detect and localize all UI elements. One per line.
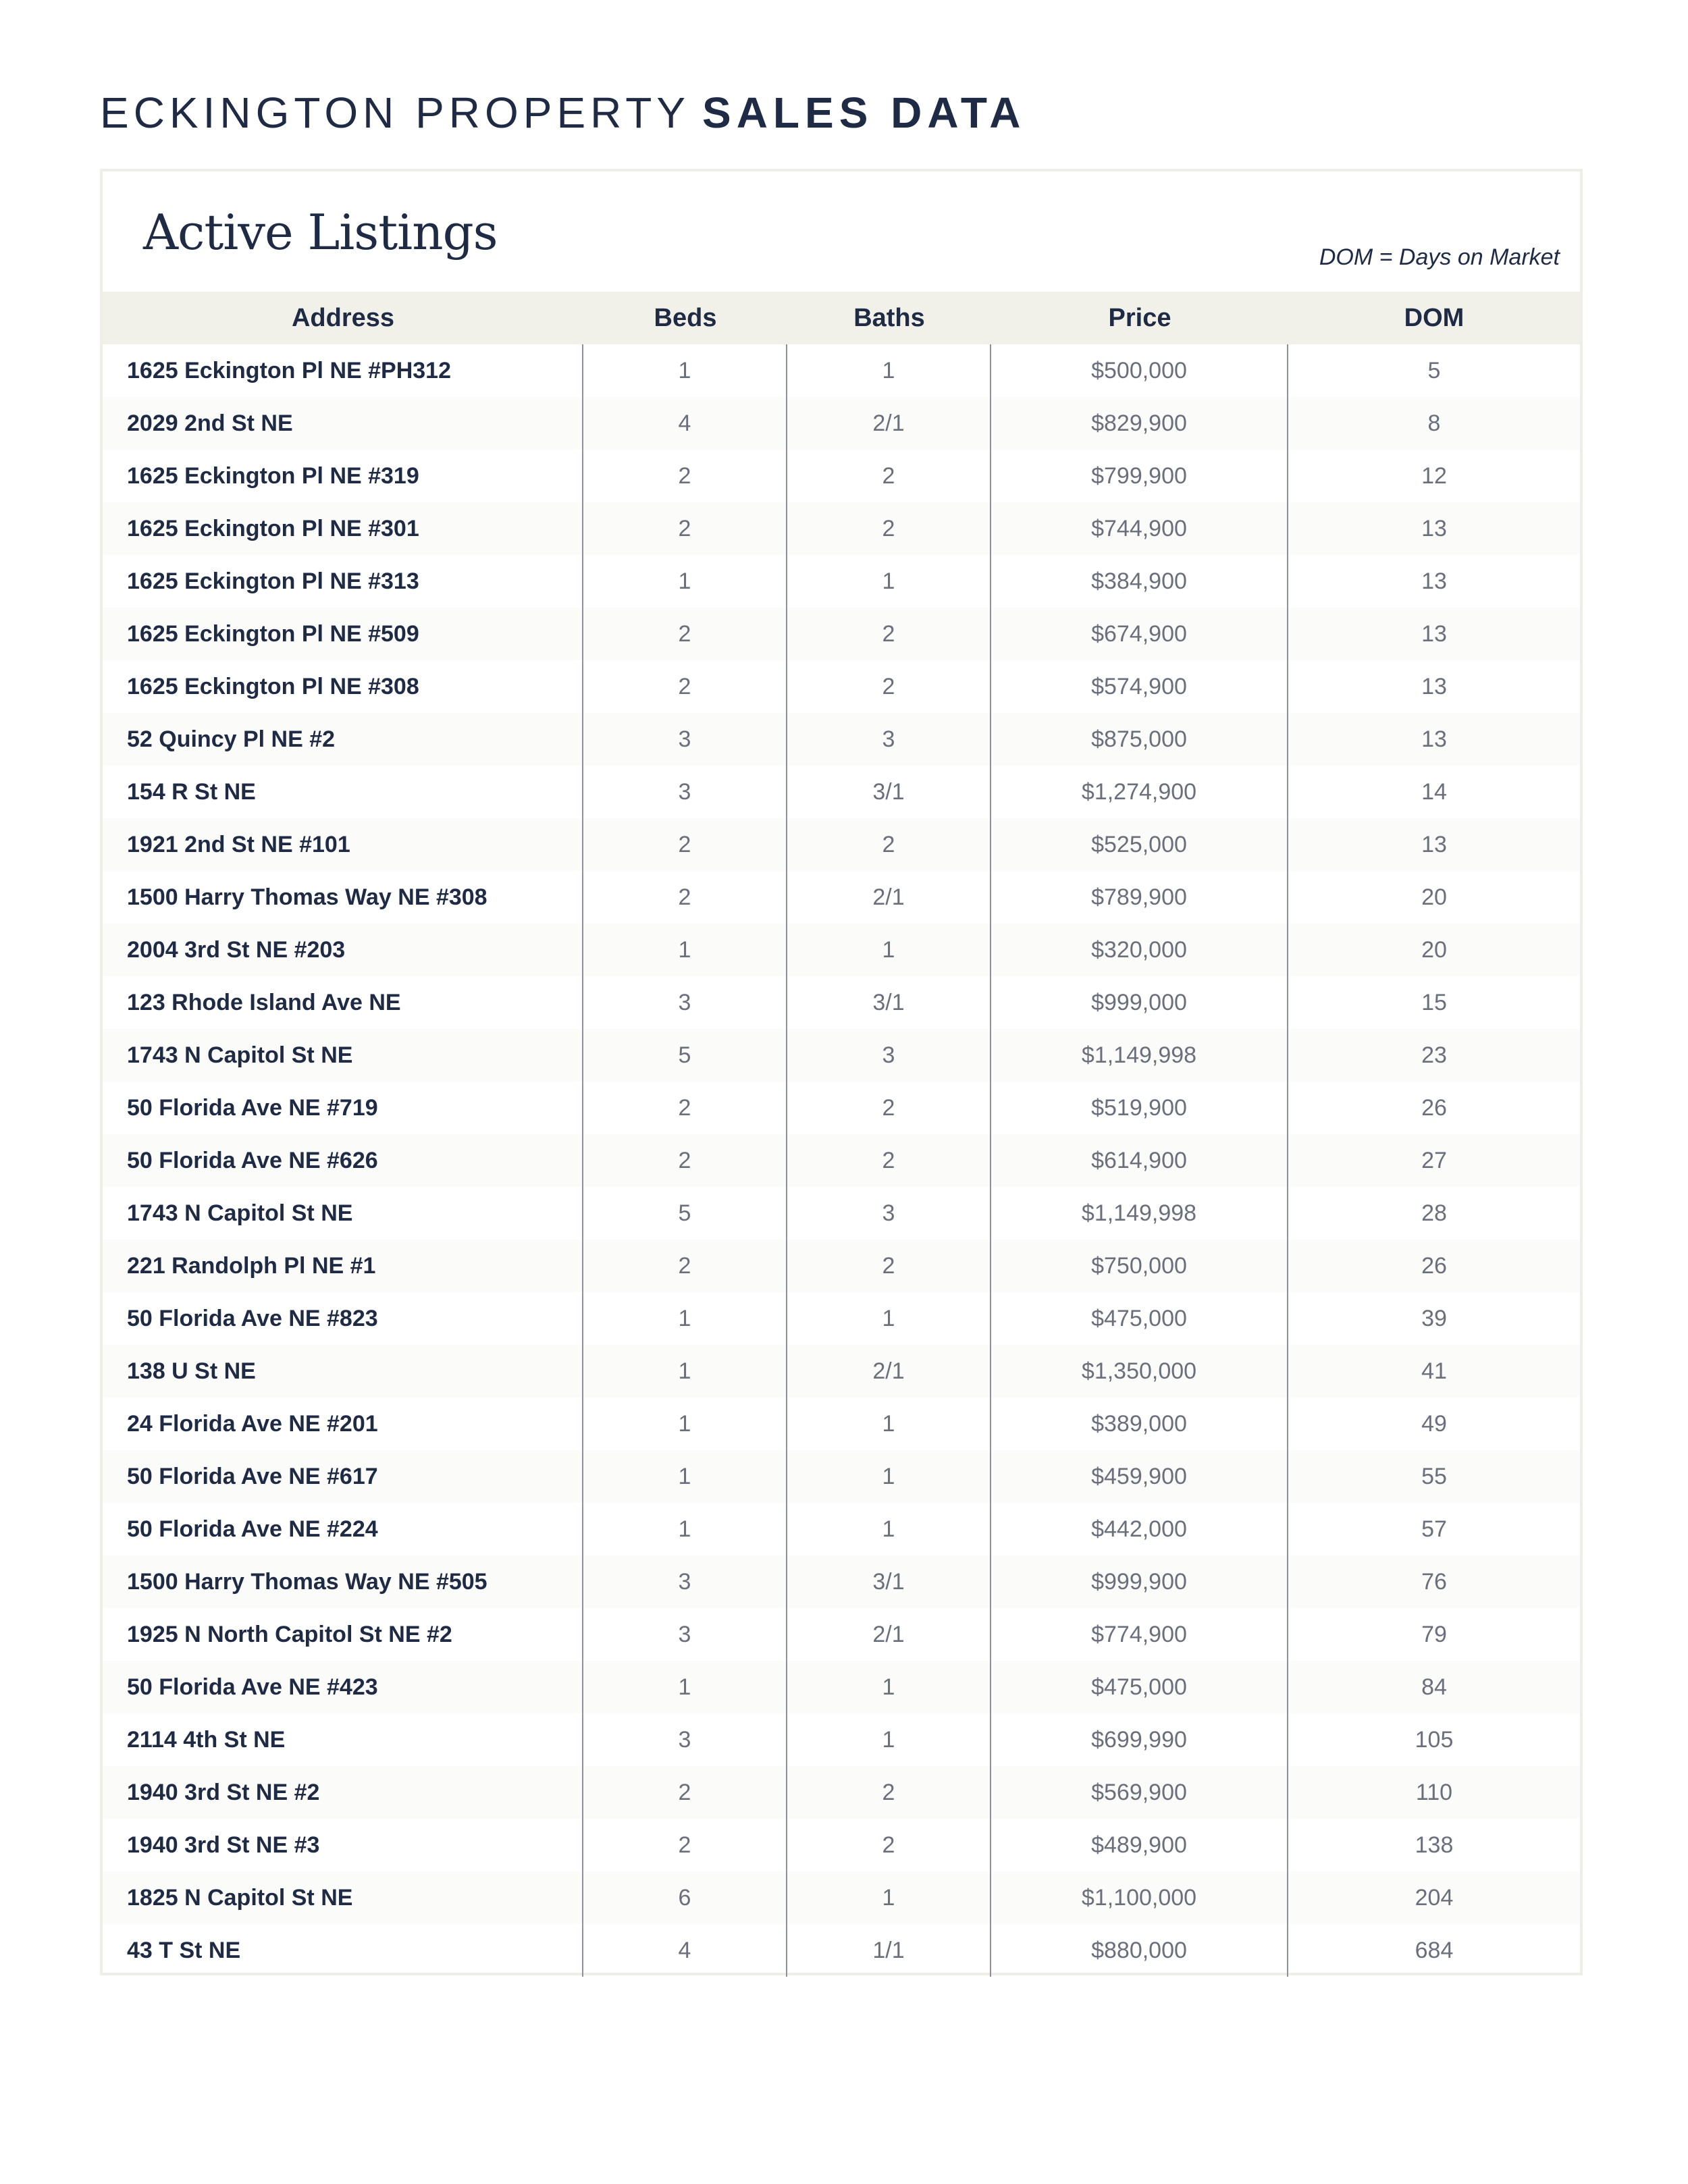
table-row [103, 1397, 1580, 1450]
cell-address: 2114 4th St NE [103, 1713, 583, 1766]
cell-address: 1625 Eckington Pl NE #509 [103, 608, 583, 660]
cell-dom: 15 [1421, 990, 1447, 1015]
cell-address: 50 Florida Ave NE #719 [103, 1082, 583, 1134]
cell-price: $750,000 [991, 1240, 1288, 1292]
table-row [103, 818, 1580, 871]
cell-price: $569,900 [991, 1766, 1288, 1819]
cell-baths: 2 [787, 450, 991, 502]
cell-dom: 684 [1415, 1938, 1454, 1963]
cell-dom: 105 [1415, 1727, 1454, 1753]
cell-beds: 1 [583, 344, 787, 397]
cell-address: 1625 Eckington Pl NE #301 [103, 502, 583, 555]
column-header-price: Price [1108, 303, 1171, 332]
cell-beds: 2 [583, 660, 787, 713]
cell-price: $320,000 [991, 924, 1288, 976]
cell-baths: 3/1 [787, 976, 991, 1029]
cell-address: 1925 N North Capitol St NE #2 [103, 1608, 583, 1661]
cell-dom: 13 [1421, 568, 1447, 594]
cell-baths: 1 [787, 1713, 991, 1766]
page-heading-bold: SALES DATA [702, 88, 1026, 137]
cell-address: 1625 Eckington Pl NE #313 [103, 555, 583, 608]
table-row [103, 1871, 1580, 1924]
cell-beds: 2 [583, 1240, 787, 1292]
cell-beds: 3 [583, 1555, 787, 1608]
cell-price: $999,900 [991, 1555, 1288, 1608]
table-row [103, 660, 1580, 713]
cell-price: $999,000 [991, 976, 1288, 1029]
cell-baths: 2 [787, 1819, 991, 1871]
cell-dom: 55 [1421, 1464, 1447, 1489]
cell-dom: 41 [1421, 1358, 1447, 1384]
table-row [103, 450, 1580, 502]
cell-price: $489,900 [991, 1819, 1288, 1871]
cell-address: 50 Florida Ave NE #626 [103, 1134, 583, 1187]
cell-price: $459,900 [991, 1450, 1288, 1503]
cell-beds: 3 [583, 766, 787, 818]
cell-address: 2004 3rd St NE #203 [103, 924, 583, 976]
cell-dom: 84 [1421, 1674, 1447, 1700]
table-row [103, 1924, 1580, 1977]
cell-beds: 1 [583, 1661, 787, 1713]
cell-address: 1500 Harry Thomas Way NE #308 [103, 871, 583, 924]
cell-price: $1,274,900 [991, 766, 1288, 818]
cell-address: 1825 N Capitol St NE [103, 1871, 583, 1924]
cell-beds: 3 [583, 713, 787, 766]
cell-beds: 1 [583, 1397, 787, 1450]
cell-dom: 20 [1421, 884, 1447, 910]
cell-price: $1,149,998 [991, 1187, 1288, 1240]
cell-address: 1921 2nd St NE #101 [103, 818, 583, 871]
cell-address: 1625 Eckington Pl NE #PH312 [103, 344, 583, 397]
table-row [103, 871, 1580, 924]
cell-beds: 2 [583, 1082, 787, 1134]
table-row [103, 1713, 1580, 1766]
listings-table [103, 292, 1580, 1977]
cell-dom: 79 [1421, 1622, 1447, 1647]
cell-price: $614,900 [991, 1134, 1288, 1187]
cell-price: $500,000 [991, 344, 1288, 397]
cell-price: $774,900 [991, 1608, 1288, 1661]
listings-panel [100, 169, 1583, 1975]
cell-dom: 8 [1427, 410, 1441, 436]
column-header-beds: Beds [654, 303, 717, 332]
cell-baths: 3 [787, 713, 991, 766]
cell-address: 50 Florida Ave NE #823 [103, 1292, 583, 1345]
cell-address: 1743 N Capitol St NE [103, 1187, 583, 1240]
cell-baths: 2 [787, 608, 991, 660]
cell-baths: 2/1 [787, 871, 991, 924]
cell-beds: 3 [583, 1608, 787, 1661]
cell-dom: 110 [1415, 1780, 1453, 1805]
cell-baths: 1 [787, 1397, 991, 1450]
cell-beds: 2 [583, 818, 787, 871]
cell-beds: 2 [583, 1134, 787, 1187]
table-row [103, 1187, 1580, 1240]
cell-address: 154 R St NE [103, 766, 583, 818]
cell-beds: 4 [583, 397, 787, 450]
cell-address: 1940 3rd St NE #2 [103, 1766, 583, 1819]
cell-dom: 23 [1421, 1042, 1447, 1068]
cell-baths: 1 [787, 1503, 991, 1555]
cell-price: $1,149,998 [991, 1029, 1288, 1082]
cell-dom: 13 [1421, 516, 1447, 541]
cell-price: $519,900 [991, 1082, 1288, 1134]
cell-address: 43 T St NE [103, 1924, 583, 1977]
cell-price: $389,000 [991, 1397, 1288, 1450]
cell-baths: 3/1 [787, 766, 991, 818]
cell-price: $875,000 [991, 713, 1288, 766]
cell-address: 50 Florida Ave NE #617 [103, 1450, 583, 1503]
table-row [103, 1134, 1580, 1187]
cell-baths: 1 [787, 555, 991, 608]
cell-dom: 26 [1421, 1095, 1447, 1121]
cell-price: $799,900 [991, 450, 1288, 502]
cell-baths: 3 [787, 1029, 991, 1082]
table-row [103, 1240, 1580, 1292]
table-row [103, 344, 1580, 397]
cell-price: $525,000 [991, 818, 1288, 871]
cell-address: 1500 Harry Thomas Way NE #505 [103, 1555, 583, 1608]
cell-beds: 1 [583, 1345, 787, 1397]
cell-baths: 2 [787, 1240, 991, 1292]
cell-price: $880,000 [991, 1924, 1288, 1977]
cell-baths: 1 [787, 1871, 991, 1924]
cell-dom: 138 [1415, 1832, 1454, 1858]
table-row [103, 766, 1580, 818]
cell-baths: 1 [787, 1292, 991, 1345]
page-heading [100, 88, 1026, 138]
cell-beds: 2 [583, 450, 787, 502]
cell-address: 123 Rhode Island Ave NE [103, 976, 583, 1029]
cell-beds: 2 [583, 1766, 787, 1819]
cell-price: $674,900 [991, 608, 1288, 660]
cell-dom: 27 [1421, 1148, 1447, 1173]
table-row [103, 1661, 1580, 1713]
column-header-address: Address [291, 303, 395, 332]
cell-address: 1625 Eckington Pl NE #319 [103, 450, 583, 502]
table-row [103, 608, 1580, 660]
cell-address: 221 Randolph Pl NE #1 [103, 1240, 583, 1292]
cell-dom: 13 [1421, 674, 1447, 699]
cell-dom: 14 [1421, 779, 1447, 805]
cell-dom: 13 [1421, 621, 1447, 647]
table-row [103, 1608, 1580, 1661]
cell-beds: 2 [583, 1819, 787, 1871]
cell-beds: 2 [583, 871, 787, 924]
cell-beds: 5 [583, 1187, 787, 1240]
cell-baths: 2 [787, 1766, 991, 1819]
cell-address: 138 U St NE [103, 1345, 583, 1397]
table-row [103, 924, 1580, 976]
cell-baths: 1 [787, 1661, 991, 1713]
cell-price: $1,350,000 [991, 1345, 1288, 1397]
dom-legend-note: DOM = Days on Market [1319, 244, 1560, 270]
cell-baths: 2 [787, 818, 991, 871]
cell-price: $744,900 [991, 502, 1288, 555]
cell-dom: 20 [1421, 937, 1447, 963]
cell-baths: 2/1 [787, 1345, 991, 1397]
cell-baths: 1 [787, 1450, 991, 1503]
cell-price: $384,900 [991, 555, 1288, 608]
table-header-row [103, 292, 1580, 344]
cell-baths: 1 [787, 924, 991, 976]
table-body [103, 344, 1580, 1977]
table-row [103, 976, 1580, 1029]
cell-dom: 13 [1421, 832, 1447, 857]
cell-baths: 1/1 [787, 1924, 991, 1977]
table-row [103, 1345, 1580, 1397]
cell-dom: 5 [1427, 358, 1441, 383]
cell-address: 2029 2nd St NE [103, 397, 583, 450]
cell-beds: 5 [583, 1029, 787, 1082]
cell-dom: 39 [1421, 1306, 1447, 1331]
section-title: Active Listings [143, 204, 498, 261]
cell-baths: 2 [787, 502, 991, 555]
cell-price: $789,900 [991, 871, 1288, 924]
cell-beds: 1 [583, 1450, 787, 1503]
cell-dom: 57 [1421, 1516, 1447, 1542]
cell-baths: 3/1 [787, 1555, 991, 1608]
cell-beds: 1 [583, 555, 787, 608]
cell-beds: 1 [583, 1503, 787, 1555]
cell-baths: 2/1 [787, 1608, 991, 1661]
table-row [103, 713, 1580, 766]
cell-baths: 1 [787, 344, 991, 397]
cell-address: 52 Quincy Pl NE #2 [103, 713, 583, 766]
cell-baths: 2 [787, 660, 991, 713]
cell-address: 24 Florida Ave NE #201 [103, 1397, 583, 1450]
cell-address: 1625 Eckington Pl NE #308 [103, 660, 583, 713]
cell-price: $475,000 [991, 1661, 1288, 1713]
cell-dom: 76 [1421, 1569, 1447, 1595]
cell-beds: 1 [583, 1292, 787, 1345]
cell-beds: 6 [583, 1871, 787, 1924]
column-header-dom: DOM [1404, 303, 1465, 332]
table-row [103, 1555, 1580, 1608]
cell-beds: 3 [583, 976, 787, 1029]
cell-beds: 1 [583, 924, 787, 976]
table-row [103, 1766, 1580, 1819]
cell-dom: 49 [1421, 1411, 1447, 1437]
cell-price: $475,000 [991, 1292, 1288, 1345]
cell-beds: 3 [583, 1713, 787, 1766]
cell-baths: 2 [787, 1134, 991, 1187]
cell-beds: 2 [583, 608, 787, 660]
table-row [103, 502, 1580, 555]
table-row [103, 1029, 1580, 1082]
cell-price: $1,100,000 [991, 1871, 1288, 1924]
cell-dom: 12 [1421, 463, 1447, 489]
cell-dom: 28 [1421, 1200, 1447, 1226]
table-row [103, 1503, 1580, 1555]
cell-baths: 3 [787, 1187, 991, 1240]
cell-beds: 4 [583, 1924, 787, 1977]
cell-price: $699,990 [991, 1713, 1288, 1766]
cell-baths: 2 [787, 1082, 991, 1134]
table-row [103, 397, 1580, 450]
cell-address: 50 Florida Ave NE #224 [103, 1503, 583, 1555]
table-row [103, 555, 1580, 608]
table-row [103, 1082, 1580, 1134]
table-row [103, 1292, 1580, 1345]
cell-address: 50 Florida Ave NE #423 [103, 1661, 583, 1713]
column-header-baths: Baths [853, 303, 925, 332]
cell-price: $829,900 [991, 397, 1288, 450]
cell-price: $442,000 [991, 1503, 1288, 1555]
cell-price: $574,900 [991, 660, 1288, 713]
page-heading-light: ECKINGTON PROPERTY [100, 88, 690, 137]
cell-address: 1940 3rd St NE #3 [103, 1819, 583, 1871]
cell-baths: 2/1 [787, 397, 991, 450]
cell-address: 1743 N Capitol St NE [103, 1029, 583, 1082]
cell-dom: 204 [1415, 1885, 1454, 1911]
table-row [103, 1819, 1580, 1871]
cell-dom: 13 [1421, 726, 1447, 752]
cell-dom: 26 [1421, 1253, 1447, 1279]
table-row [103, 1450, 1580, 1503]
cell-beds: 2 [583, 502, 787, 555]
